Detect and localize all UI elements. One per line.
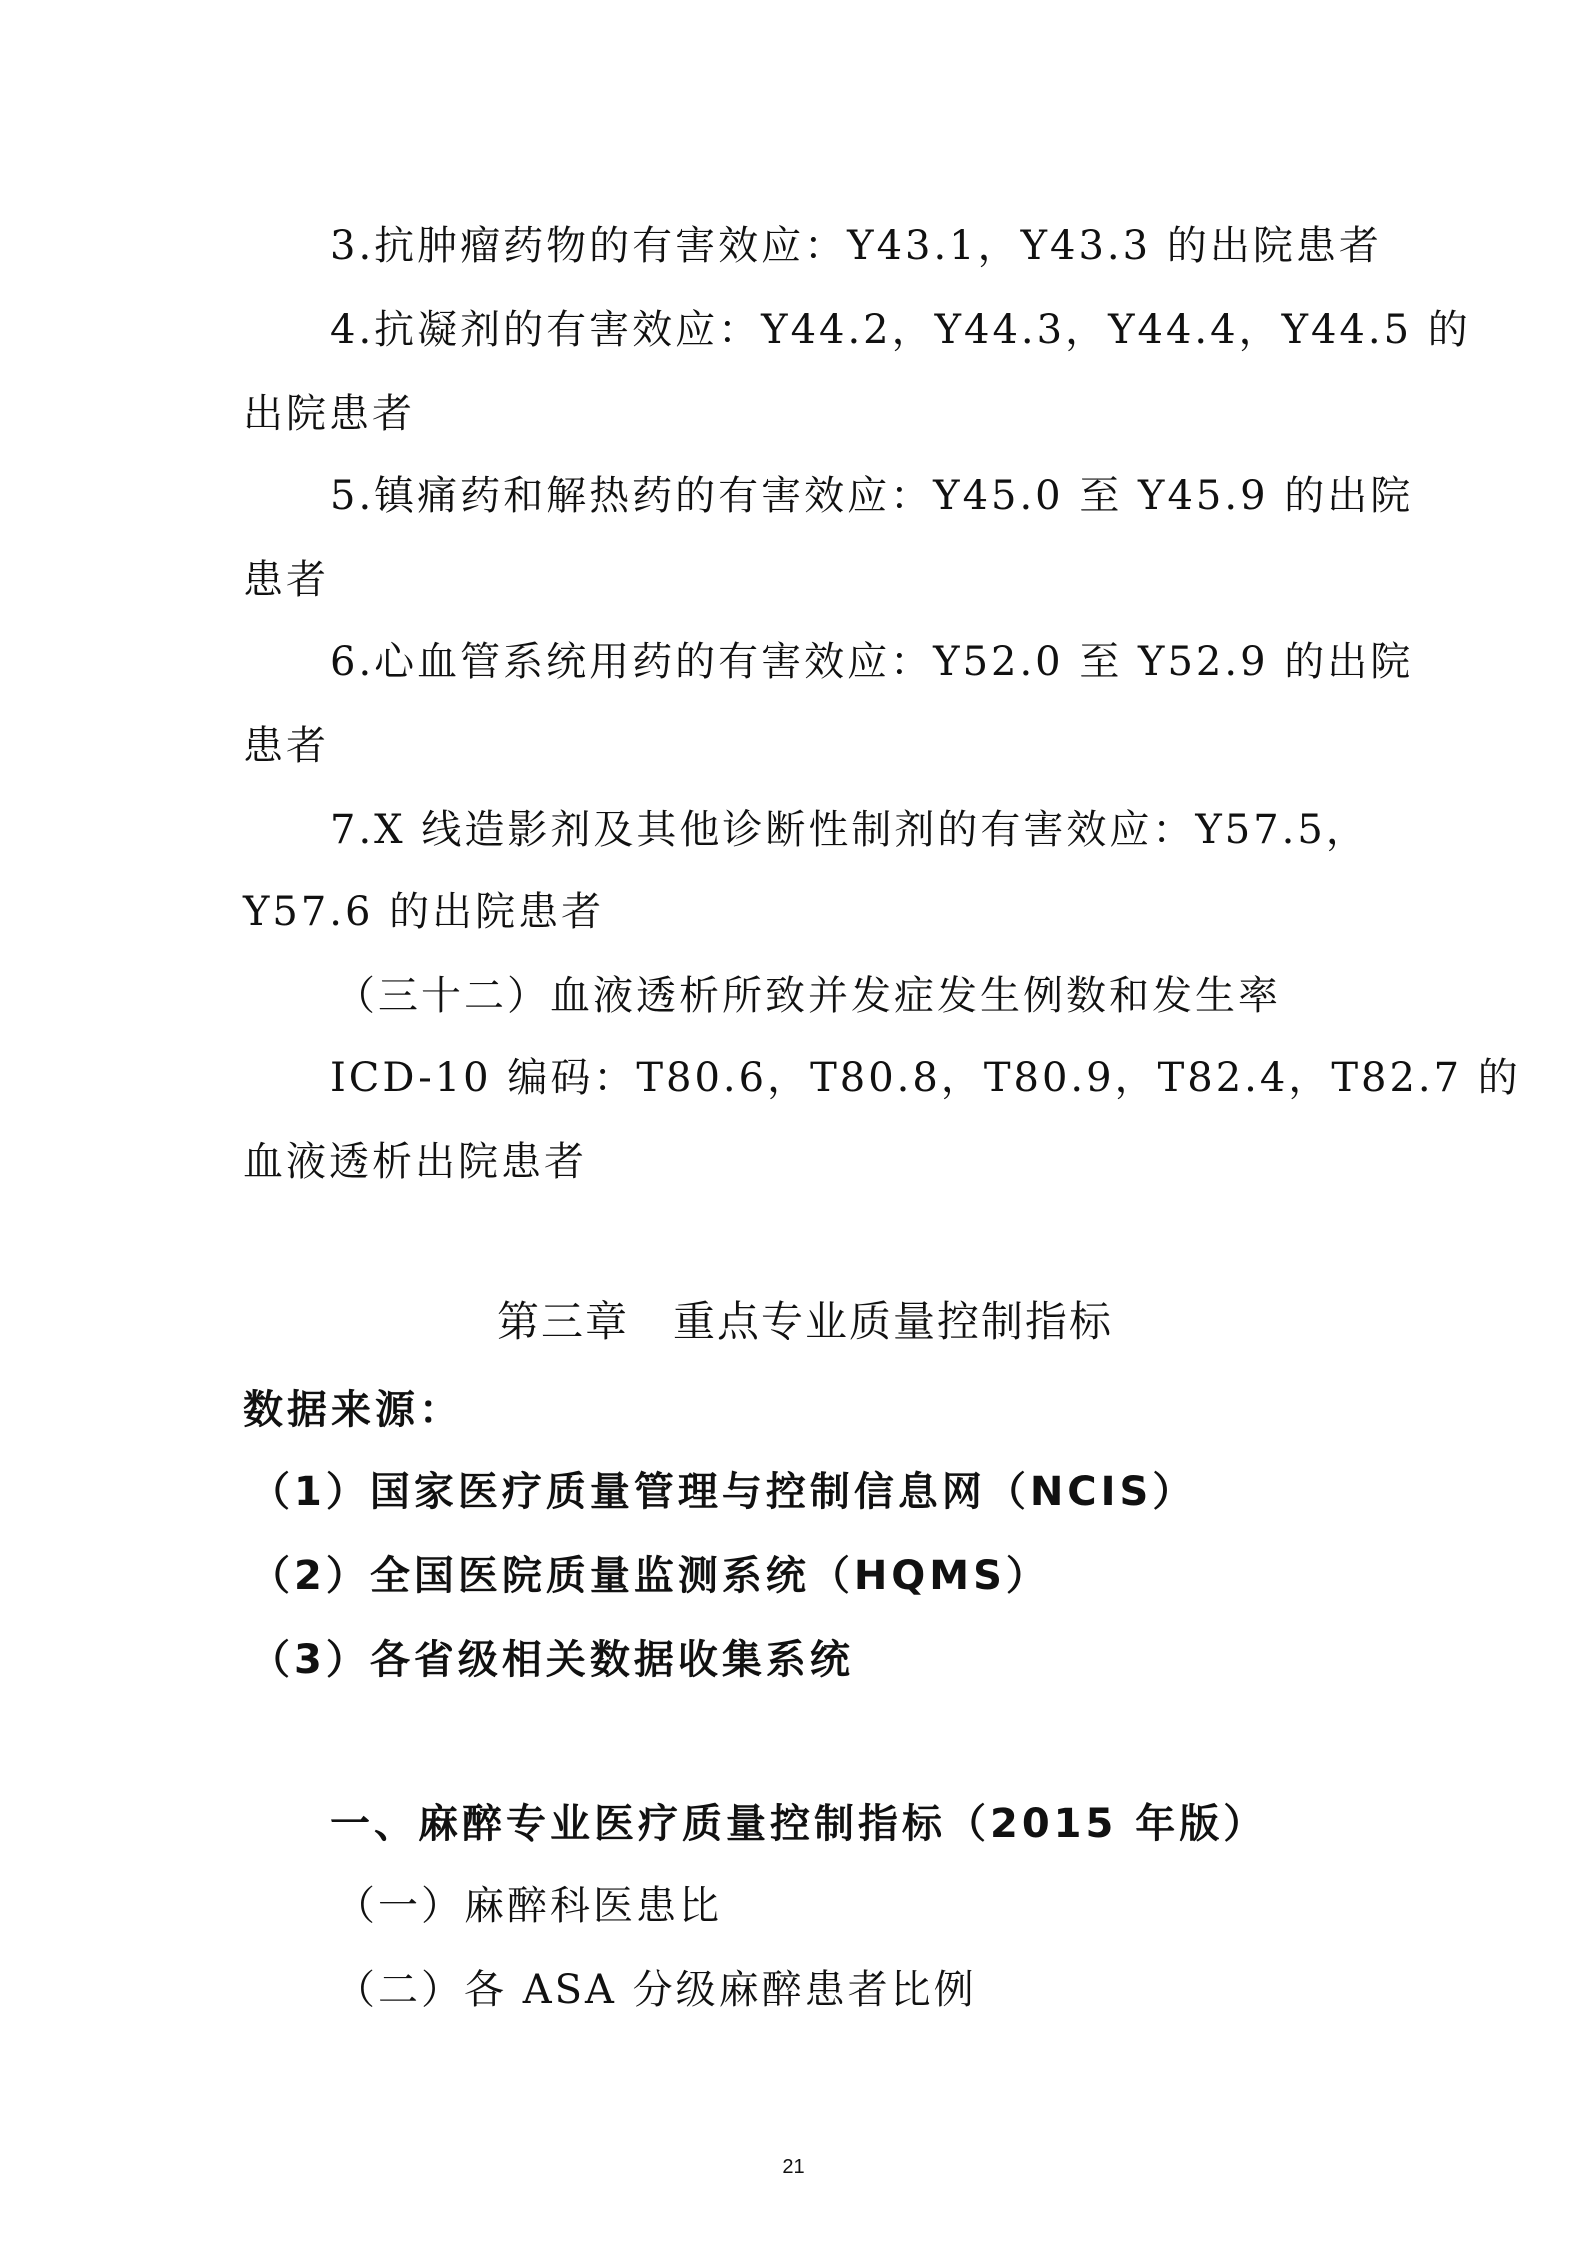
body-line-2: 4.抗凝剂的有害效应：Y44.2，Y44.3，Y44.4，Y44.5 的	[330, 307, 1471, 353]
section-item-1: （一）麻醉科医患比	[335, 1883, 722, 1929]
body-line-6: 6.心血管系统用药的有害效应：Y52.0 至 Y52.9 的出院	[330, 639, 1414, 685]
page-number: 21	[782, 2156, 805, 2178]
section-title: 一、麻醉专业医疗质量控制指标（2015 年版）	[330, 1801, 1268, 1847]
data-source-label: 数据来源：	[243, 1387, 463, 1433]
body-line-3: 出院患者	[243, 391, 415, 437]
chapter-title: 第三章 重点专业质量控制指标	[497, 1297, 1114, 1346]
body-line-9: Y57.6 的出院患者	[243, 889, 605, 935]
body-line-1: 3.抗肿瘤药物的有害效应：Y43.1，Y43.3 的出院患者	[330, 223, 1382, 269]
data-source-item-2: （2）全国医院质量监测系统（HQMS）	[250, 1553, 1050, 1599]
body-line-5: 患者	[243, 557, 329, 603]
data-source-item-1: （1）国家医疗质量管理与控制信息网（NCIS）	[250, 1469, 1197, 1515]
section-item-2: （二）各 ASA 分级麻醉患者比例	[335, 1967, 977, 2013]
subsection-heading: （三十二）血液透析所致并发症发生例数和发生率	[335, 973, 1281, 1019]
body-line-7: 患者	[243, 723, 329, 769]
body-line-8: 7.X 线造影剂及其他诊断性制剂的有害效应：Y57.5，	[330, 807, 1369, 853]
data-source-item-3: （3）各省级相关数据收集系统	[250, 1637, 854, 1683]
body-line-11: ICD-10 编码：T80.6，T80.8，T80.9，T82.4，T82.7 的	[330, 1055, 1521, 1101]
body-line-12: 血液透析出院患者	[243, 1139, 587, 1185]
body-line-4: 5.镇痛药和解热药的有害效应：Y45.0 至 Y45.9 的出院	[330, 473, 1414, 519]
